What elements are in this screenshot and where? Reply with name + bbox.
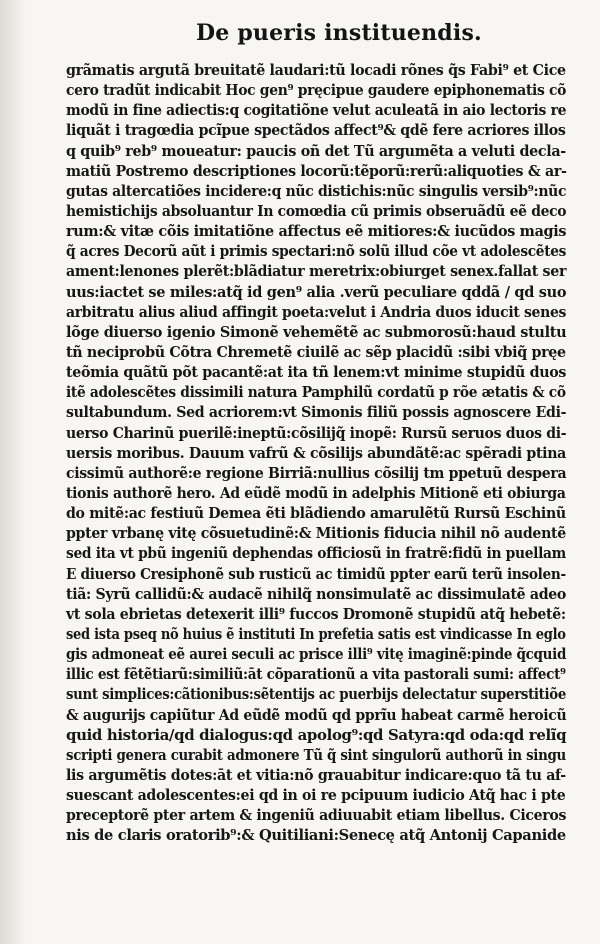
text-line: gutas altercatiões incidere:q nũc distichis:nũc singulis versib⁹:nũc	[66, 181, 567, 200]
text-line: uerso Charinũ puerilẽ:ineptũ:cõsilijq̃ inopẽ: Rursũ seruos duos di-	[66, 423, 567, 442]
text-line: rum:& vitæ cõis imitatiõne affectus eẽ mitiores:& iucũdos magis	[66, 222, 567, 241]
text-line: quid historia/qd dialogus:qd apolog⁹:qd Satyra:qd oda:qd relĩq	[66, 725, 567, 744]
text-line: vt sola ebrietas detexerit illi⁹ fuccos Dromonẽ stupidũ atq̃ hebetẽ:	[66, 604, 566, 623]
text-line: sunt simplices:cãtionibus:sẽtentijs ac puerbijs delectatur superstitiõe	[66, 685, 566, 704]
text-line: teõmia quãtũ põt pacantẽ:at ita tñ lenem:vt minime stupidũ duos	[66, 363, 567, 382]
text-line: modũ in fine adiectis:q cogitatiõne velut aculeatã in aio lectoris re	[66, 101, 567, 120]
text-line: preceptorẽ pter artem & ingeniũ adiuuabit etiam libellus. Ciceros	[66, 806, 567, 825]
text-line: tionis authorẽ hero. Ad eũdẽ modũ in adelphis Mitionẽ eti obiurga	[66, 483, 566, 502]
text-line: itẽ adolescẽtes dissimili natura Pamphilũ cordatũ p rõe ætatis & cõ	[66, 383, 566, 402]
text-line: q quib⁹ reb⁹ moueatur: paucis oñ det Tũ argumẽta a veluti decla-	[66, 141, 566, 160]
text-line: scripti genera curabit admonere Tũ q̃ sint singulorũ authorũ in singu	[66, 745, 566, 764]
text-line: cero tradũt indicabit Hoc gen⁹ pręcipue gaudere epiphonematis cõ	[66, 81, 567, 100]
text-line: cissimũ authorẽ:e regione Birriã:nullius cõsilij tm ppetuũ despera	[66, 463, 567, 482]
text-line: illic est fẽtẽtiarũ:similiũ:āt cõparationũ a vita pastorali sumi: affect⁹	[66, 665, 566, 684]
text-line: hemistichijs absoluantur In comœdia cũ primis obseruãdũ eẽ deco	[66, 201, 567, 220]
text-line: sed ista pseq nõ huius ẽ instituti In prefetia satis est vindicasse In eglo	[66, 624, 566, 643]
text-line: uus:iactet se miles:atq̃ id gen⁹ alia .verũ peculiare qddã / qd suo	[66, 282, 567, 301]
text-line: uersis moribus. Dauum vafrũ & cõsilijs abundãtẽ:ac spẽradi ptina	[66, 443, 567, 462]
text-line: gis admoneat eẽ aurei seculi ac prisce illi⁹ vitę imaginẽ:pinde q̃cquid	[66, 645, 567, 664]
text-line: ament:lenones plerẽt:blãdiatur meretrix:obiurget senex.fallat ser	[66, 262, 567, 281]
text-line: liquãt i tragœdia pcĩpue spectãdos affect⁹& qdẽ fere acriores illos	[66, 121, 566, 140]
page-gutter-shadow	[0, 0, 26, 944]
text-line: lõge diuerso igenio Simonẽ vehemẽtẽ ac submorosũ:haud stultu	[66, 322, 567, 341]
text-line: do mitẽ:ac festiuũ Demea ẽti blãdiendo amarulẽtũ Rursũ Eschinũ	[66, 504, 566, 523]
running-head: De pueris instituendis.	[196, 20, 482, 46]
text-line: lis argumẽtis dotes:āt et vitia:nõ grauabitur indicare:quo tã tu af-	[66, 765, 566, 784]
text-line: E diuerso Cresiphonẽ sub rusticũ ac timidũ ppter earũ terũ insolen-	[66, 564, 566, 583]
text-line: q̃ acres Decorũ aũt i primis spectari:nõ solũ illud cõe vt adolescẽtes	[66, 242, 567, 261]
text-line: arbitratu alius aliud affingit poeta:velut i Andria duos iducit senes	[66, 302, 567, 321]
text-line: nis de claris oratorib⁹:& Quitiliani:Senecę atq̃ Antonij Capanide	[66, 826, 566, 845]
text-line: sed ita vt pbũ ingeniũ dephendas officiosũ in fratrẽ:fidũ in puellam	[66, 544, 566, 563]
text-line: matiũ Postremo descriptiones locorũ:tẽporũ:rerũ:aliquoties & ar-	[66, 161, 567, 180]
text-line: tñ neciprobũ Cõtra Chremetẽ ciuilẽ ac sẽp placidũ :sibi vbiq̃ pręe	[66, 342, 566, 361]
text-line: ppter vrbanę vitę cõsuetudinẽ:& Mitionis fiducia nihil nõ audentẽ	[66, 524, 566, 543]
text-line: & augurijs capiũtur Ad eũdẽ modũ qd pprĩu habeat carmẽ heroicũ	[66, 705, 567, 724]
text-line: suescant adolescentes:ei qd in oi re pcipuum iudicio Atq̃ hac i pte	[66, 786, 566, 805]
body-text	[66, 60, 566, 845]
text-line: tiã: Syrũ callidũ:& audacẽ nihilq̃ nonsimulatẽ ac dissimulatẽ adeo	[66, 584, 566, 603]
text-line: grãmatis argutã breuitatẽ laudari:tũ locadi rõnes q̃s Fabi⁹ et Cice	[66, 61, 566, 79]
text-line: sultabundum. Sed acriorem:vt Simonis filiũ possis agnoscere Edi-	[66, 403, 567, 422]
